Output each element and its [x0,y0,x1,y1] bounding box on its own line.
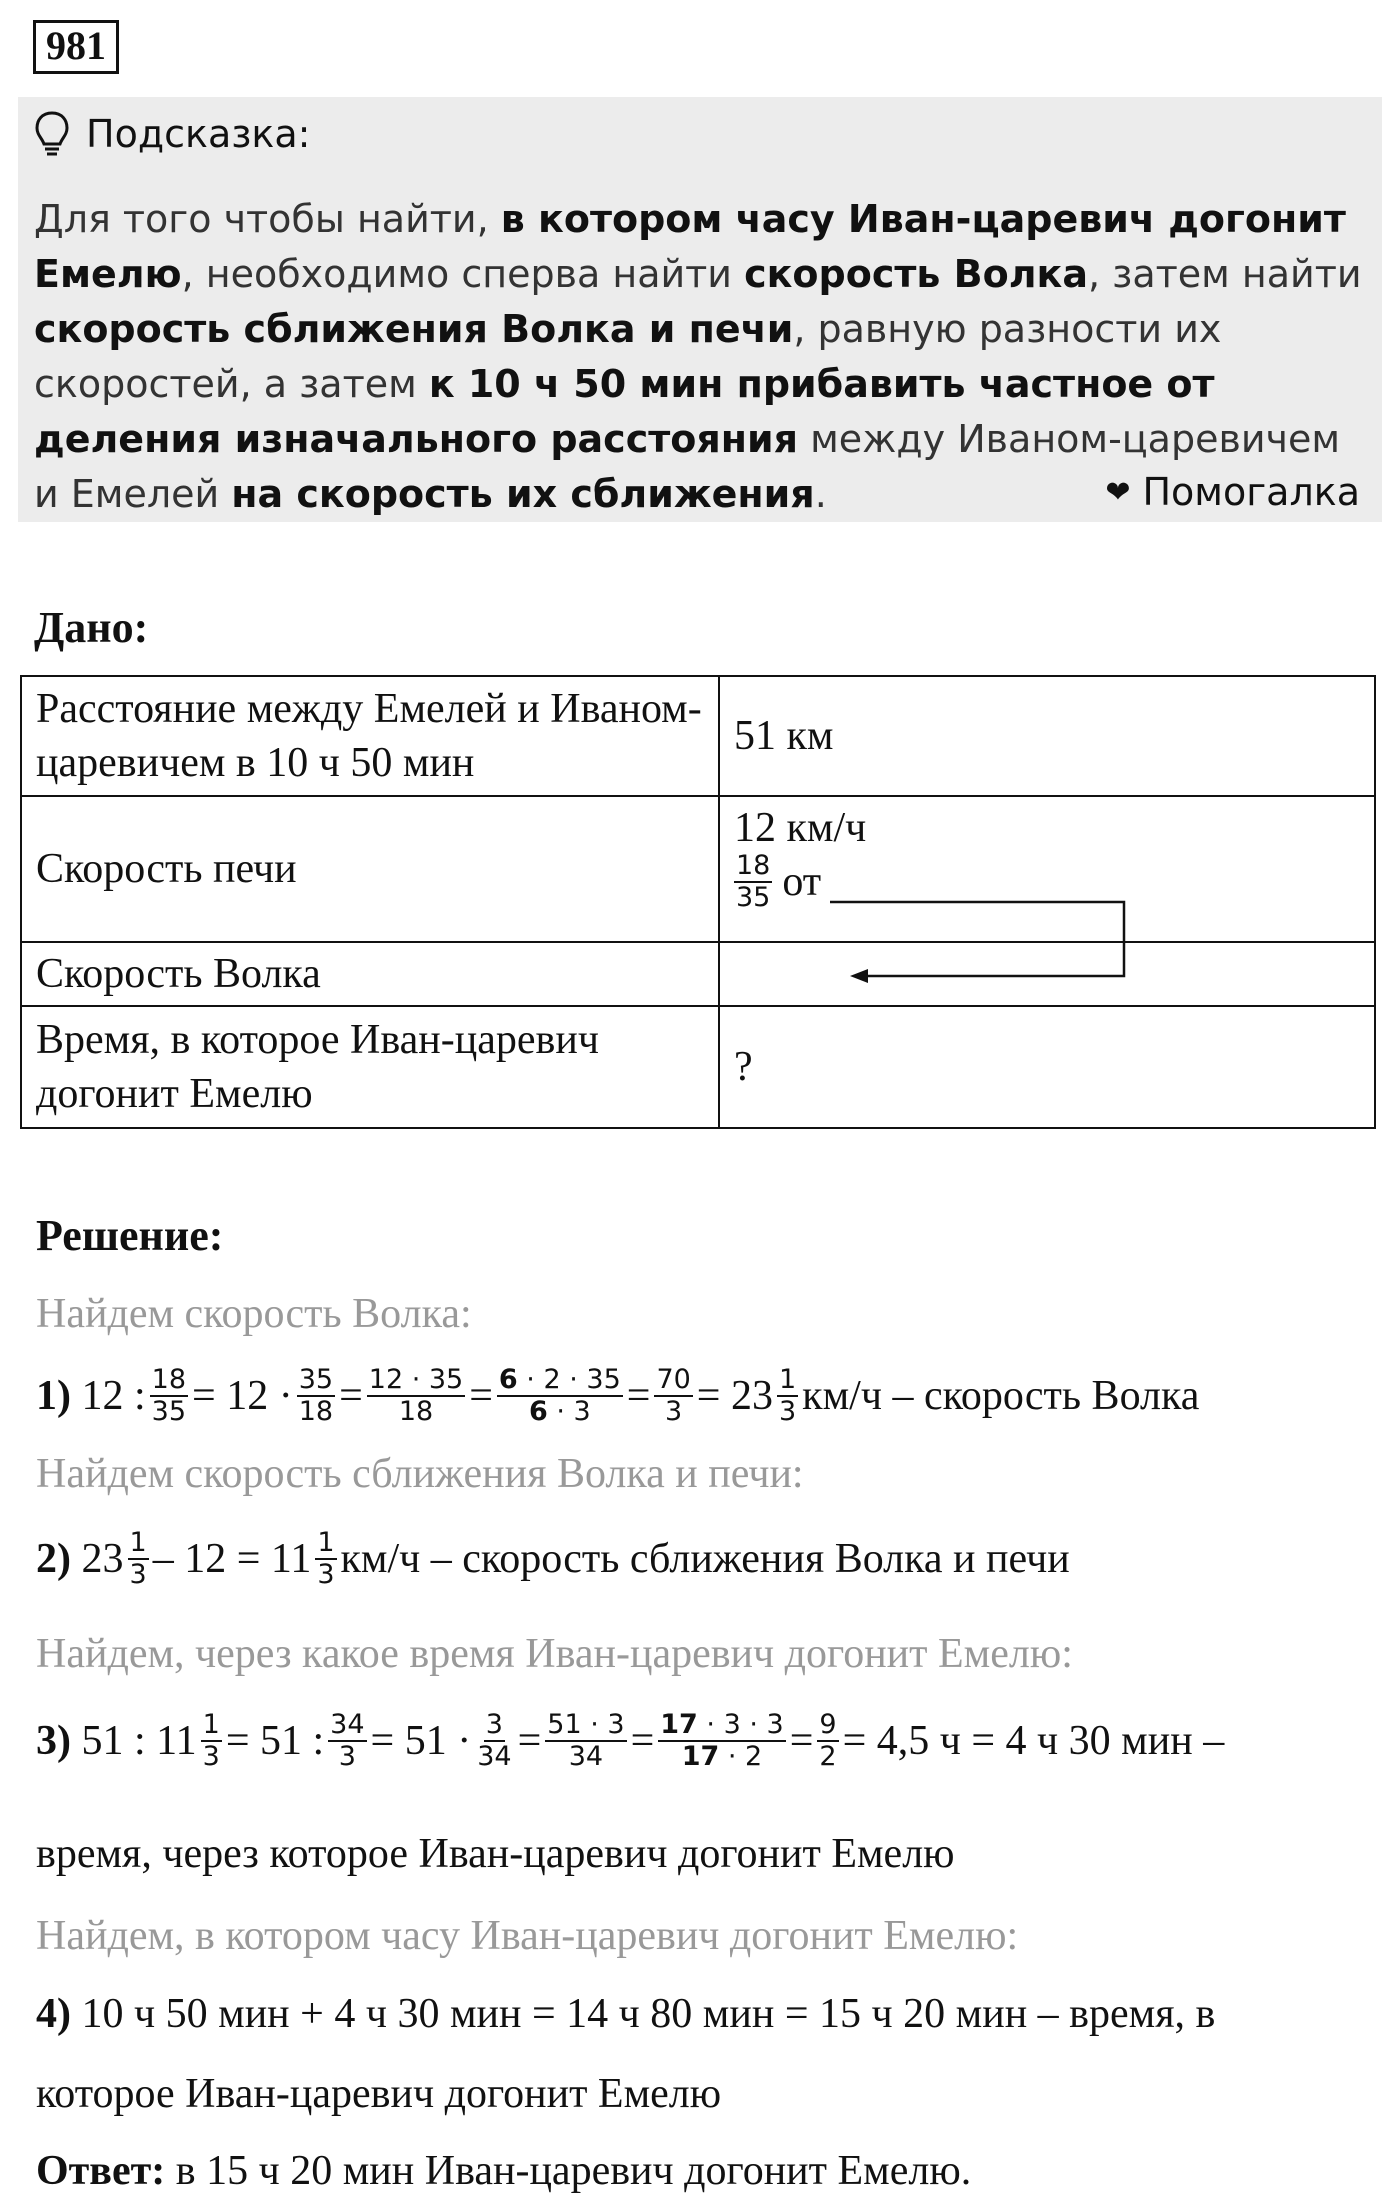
lightbulb-icon [34,110,70,158]
given-table [20,675,1376,1129]
step2-note: Найдем скорость сближения Волка и печи: [36,1451,804,1497]
heart-icon: ❤ [1105,474,1131,510]
hint-segment: скорость Волка [744,252,1088,296]
step2-formula: 2) 23 $\frac{1}{3}$ – 12 = 11 $\frac{1}{3}$ км/ч – скорость сближения Волка и печи [36,1527,1070,1590]
hint-segment: скорость сближения Волка и печи [34,307,794,351]
step-number: 4) [36,1991,71,2037]
step2-tail: км/ч – скорость сближения Волка и печи [340,1536,1070,1582]
hint-segment: к 10 ч 50 мин прибавить частное от деления изначального расстояния [34,362,1215,461]
step4-formula [36,1990,1215,2038]
given-value: 51 км [719,676,1375,796]
step4-line2: которое Иван-царевич догонит Емелю [36,2071,722,2117]
fraction-suffix: от [782,859,822,905]
step3-formula: 3) 51 : 11 $\frac{1}{3}$ = 51 : $\frac{34}{3}$ = 51 · $\frac{3}{34}$ = $\frac{51 \cdot 3}{34}$ = $\frac{17 \cdot 3 \cdot 3}{17 \cdot 2}$ = $\frac{9}{2}$ = 4,5 ч = 4 ч 30 мин – [36,1709,1225,1772]
table-row [21,796,1375,942]
step4-note: Найдем, в котором часу Иван-царевич догонит Емелю: [36,1913,1019,1959]
hint-footer [1105,470,1360,514]
hint-segment: между Иваном-царевичем и Емелей [34,417,1341,516]
hint-segment: , затем найти [1087,252,1362,296]
answer [36,2147,971,2195]
step1-formula: 1) 12 : $\frac{18}{35}$ = 12 · $\frac{35}{18}$ = $\frac{12 \cdot 35}{18}$ = $\frac{6 \cdot 2 \cdot 35}{6 \cdot 3}$ = $\frac{70}{3}$ = 23 $\frac{1}{3}$ км/ч – скорость Волка [36,1364,1200,1427]
step-number: 3) [36,1718,71,1764]
fraction-numerator: 18 [736,850,771,881]
hint-segment: в котором часу Иван-царевич догонит Емелю [34,197,1346,296]
fraction-denominator: 35 [736,882,771,913]
step3-note: Найдем, через какое время Иван-царевич догонит Емелю: [36,1631,1073,1677]
solution-heading: Решение: [36,1211,224,1260]
table-row [21,942,1375,1006]
given-label: Скорость Волка [21,942,719,1006]
hint-segment: . [814,472,827,516]
answer-label: Ответ: [36,2148,166,2194]
hint-title-text: Подсказка: [86,112,311,156]
hint-segment: , необходимо сперва найти [181,252,745,296]
answer-text: в 15 ч 20 мин Иван-царевич догонит Емелю. [175,2148,972,2194]
oven-speed-value: 12 км/ч [734,805,867,851]
step1-tail: км/ч – скорость Волка [802,1373,1200,1419]
step4-text: 10 ч 50 мин + 4 ч 30 мин = 14 ч 80 мин = 15 ч 20 мин – время, в [81,1991,1216,2037]
hint-footer-text: Помогалка [1142,470,1360,514]
hint-title [34,110,310,158]
task-number: 981 [33,20,119,74]
hint-segment: , равную разности их скоростей, а затем [34,307,1222,406]
table-row [21,1006,1375,1128]
reference-arrow [820,885,1140,985]
step-number: 2) [36,1536,71,1582]
hint-segment: на скорость их сближения [231,472,815,516]
step3-tail: = 4,5 ч = 4 ч 30 мин – [842,1718,1225,1764]
hint-segment: Для того чтобы найти, [34,197,501,241]
given-value: ? [719,1006,1375,1128]
given-label: Скорость печи [21,796,719,942]
table-row [21,676,1375,796]
given-heading: Дано: [34,603,149,652]
fraction [734,851,772,913]
step1-note: Найдем скорость Волка: [36,1291,472,1337]
step-number: 1) [36,1373,71,1419]
given-label: Время, в которое Иван-царевич догонит Емелю [21,1006,719,1128]
step3-line2: время, через которое Иван-царевич догонит Емелю [36,1831,955,1877]
given-label: Расстояние между Емелей и Иваном-царевичем в 10 ч 50 мин [21,676,719,796]
